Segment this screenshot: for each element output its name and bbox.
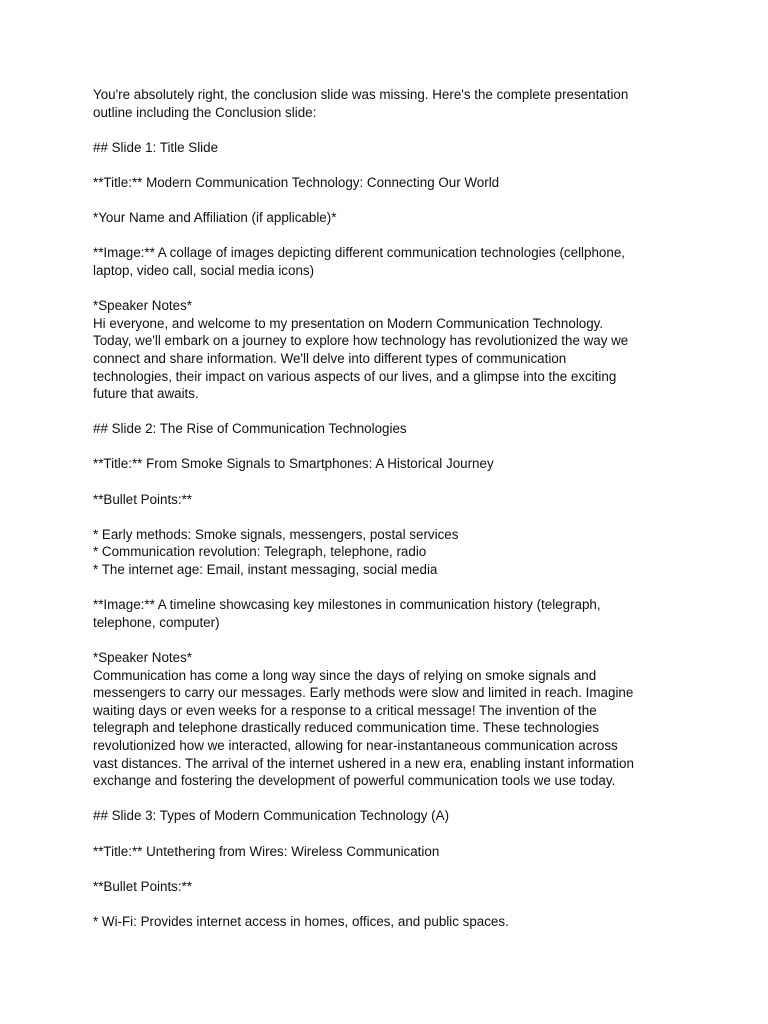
paragraph-spacer [93,631,683,649]
text-line: *Your Name and Affiliation (if applicable)* [93,210,337,226]
text-line: *Speaker Notes* [93,650,192,665]
slide-2-bullet-points-label [93,491,683,509]
text-line: ## Slide 2: The Rise of Communication Technologies [93,421,407,437]
paragraph-spacer [93,895,683,913]
intro-paragraph [93,86,683,121]
slide-2-bullets [93,526,683,579]
text-line: future that awaits. [93,386,199,402]
slide-2-heading [93,420,683,438]
slide-1-image [93,244,683,279]
text-line: exchange and fostering the development of powerful communication tools we use today. [93,773,616,789]
text-line: * Early methods: Smoke signals, messengers, postal services [93,526,459,542]
text-line: * The internet age: Email, instant messaging, social media [93,562,438,578]
text-line: **Image:** A timeline showcasing key milestones in communication history (telegraph, [93,597,601,613]
text-line: **Title:** From Smoke Signals to Smartphones: A Historical Journey [93,456,494,472]
text-line: technologies, their impact on various aspects of our lives, and a glimpse into the exciting [93,368,617,384]
text-line: ## Slide 3: Types of Modern Communication Technology (A) [93,808,450,824]
document-body [93,86,683,931]
text-line: revolutionized how we interacted, allowing for near-instantaneous communication across [93,737,618,753]
slide-1-heading [93,139,683,157]
slide-1-speaker-notes [93,297,683,403]
text-line: connect and share information. We'll delve into different types of communication [93,350,567,366]
text-line: * Wi-Fi: Provides internet access in homes, offices, and public spaces. [93,913,509,929]
text-line: You're absolutely right, the conclusion slide was missing. Here's the complete presentation [93,87,629,102]
slide-2-image [93,596,683,631]
paragraph-spacer [93,403,683,421]
slide-1-name-affiliation [93,209,683,227]
text-line: * Communication revolution: Telegraph, telephone, radio [93,544,427,560]
paragraph-spacer [93,121,683,139]
text-line: Communication has come a long way since the days of relying on smoke signals and [93,667,597,683]
slide-2-title [93,455,683,473]
paragraph-spacer [93,156,683,174]
paragraph-spacer [93,579,683,597]
text-line: vast distances. The arrival of the internet ushered in a new era, enabling instant information [93,755,634,771]
text-line: laptop, video call, social media icons) [93,262,315,278]
text-line: **Title:** Modern Communication Technology: Connecting Our World [93,174,500,190]
slide-3-bullets [93,913,683,931]
paragraph-spacer [93,508,683,526]
text-line: **Image:** A collage of images depicting different communication technologies (cellphone, [93,245,625,261]
slide-3-bullet-points-label [93,878,683,896]
paragraph-spacer [93,280,683,298]
text-line: telegraph and telephone drastically reduced communication time. These technologies [93,720,599,736]
paragraph-spacer [93,825,683,843]
text-line: Hi everyone, and welcome to my presentation on Modern Communication Technology. [93,315,604,331]
text-line: **Title:** Untethering from Wires: Wireless Communication [93,843,440,859]
paragraph-spacer [93,438,683,456]
paragraph-spacer [93,192,683,210]
text-line: messengers to carry our messages. Early methods were slow and limited in reach. Imagine [93,685,634,701]
slide-3-title [93,843,683,861]
text-line: *Speaker Notes* [93,298,192,314]
text-line: **Bullet Points:** [93,878,192,894]
slide-3-heading [93,807,683,825]
text-line: **Bullet Points:** [93,491,192,507]
paragraph-spacer [93,227,683,245]
paragraph-spacer [93,790,683,808]
paragraph-spacer [93,473,683,491]
text-line: Today, we'll embark on a journey to explore how technology has revolutionized the way we [93,333,629,349]
slide-2-speaker-notes [93,649,683,790]
text-line: waiting days or even weeks for a response to a critical message! The invention of the [93,702,597,718]
paragraph-spacer [93,860,683,878]
text-line: ## Slide 1: Title Slide [93,139,219,155]
text-line: telephone, computer) [93,614,220,630]
slide-1-title [93,174,683,192]
text-line: outline including the Conclusion slide: [93,104,317,120]
